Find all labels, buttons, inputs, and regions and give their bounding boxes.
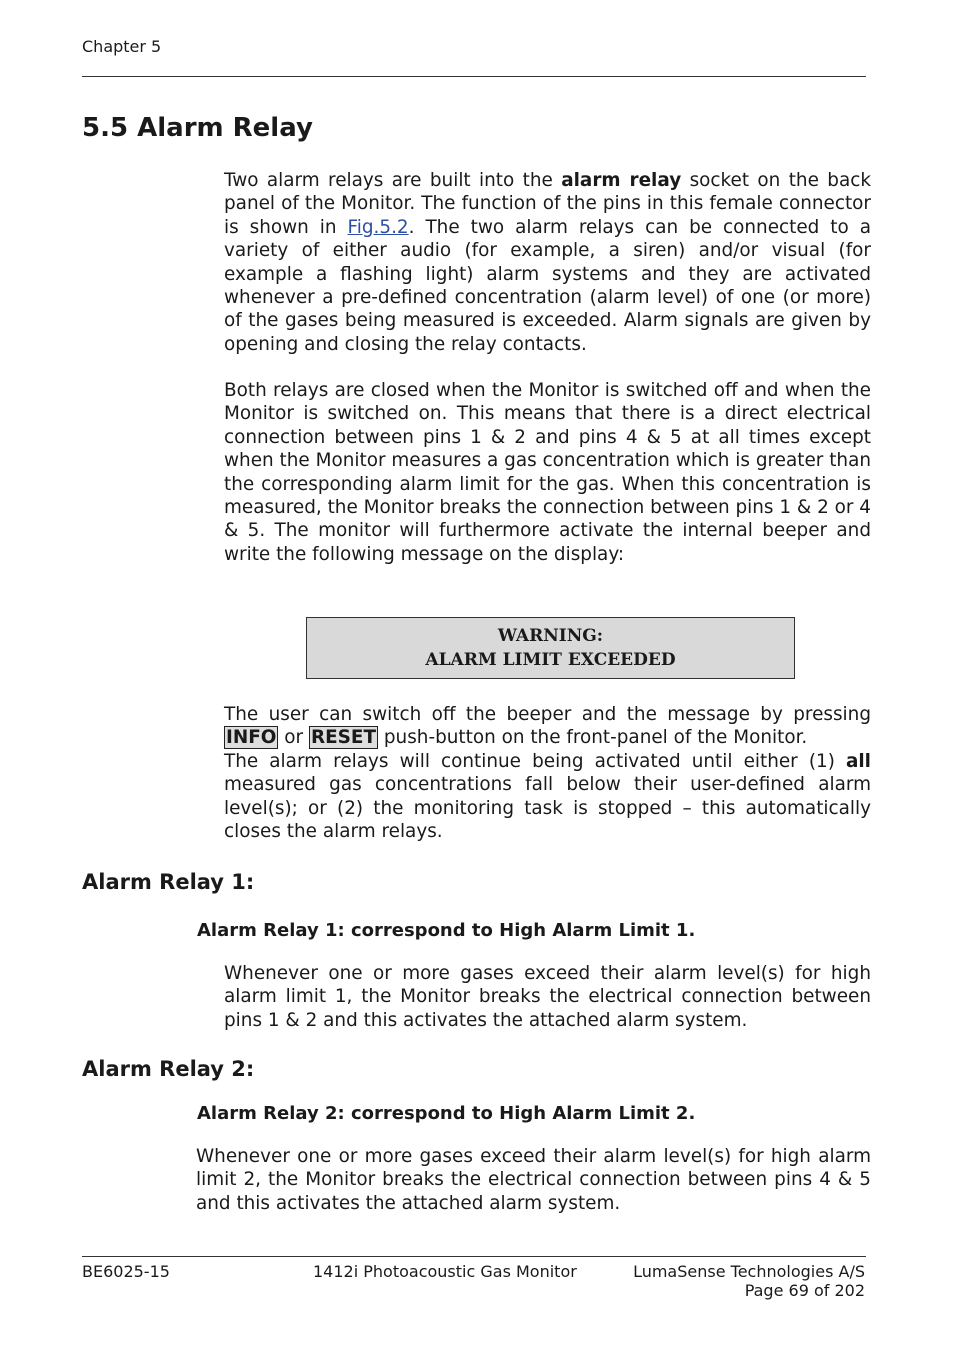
bold-term: alarm relay (561, 170, 682, 191)
figure-link[interactable]: Fig.5.2 (347, 216, 409, 238)
text-run: or (278, 727, 309, 749)
warning-message-box (306, 617, 795, 679)
relay1-heading: Alarm Relay 1: (82, 870, 255, 894)
footer-company-name: LumaSense Technologies A/S (633, 1262, 865, 1281)
relay1-subheading: Alarm Relay 1: correspond to High Alarm Limit 1. (197, 920, 696, 941)
section-title: 5.5 Alarm Relay (82, 113, 313, 143)
relay1-paragraph: Whenever one or more gases exceed their alarm level(s) for high alarm limit 1, the Monitor breaks the electrical connection between pins 1 & 2 and this activates the attached alarm system. (224, 963, 871, 1031)
chapter-label: Chapter 5 (82, 37, 162, 56)
footer-company (633, 1262, 865, 1300)
bold-term: all (845, 750, 871, 772)
footer-rule (82, 1256, 866, 1257)
relay2-paragraph: Whenever one or more gases exceed their alarm level(s) for high alarm limit 2, the Monitor breaks the electrical connection between pins 4 & 5 and this activates the attached alarm system. (196, 1146, 871, 1214)
intro-paragraph-1 (224, 169, 871, 356)
reset-key-label: RESET (310, 727, 377, 749)
header-rule (82, 76, 866, 77)
warning-line-1: WARNING: (497, 626, 604, 646)
relay2-subheading: Alarm Relay 2: correspond to High Alarm Limit 2. (197, 1103, 696, 1124)
text-run: The alarm relays will continue being activated until either (1) (224, 750, 846, 772)
text-run: socket on the back panel of the Monitor. The function of the pins in this female connector is shown in (224, 170, 871, 238)
intro-paragraph-2: Both relays are closed when the Monitor is switched off and when the Monitor is switched on. This means that there is a direct electrical connection between pins 1 & 2 and pins 4 & 5 at all times except when the Monitor measures a gas concentration which is greater than the corresponding alarm limit for the gas. When this concentration is measured, the Monitor breaks the connection between pins 1 & 2 or 4 & 5. The monitor will furthermore activate the internal beeper and write the following message on the display: (224, 380, 871, 565)
text-run: measured gas concentrations fall below their user-defined alarm level(s); or (2) the monitoring task is stopped – this automatically closes the alarm relays. (224, 774, 871, 843)
text-run: The user can switch off the beeper and the message by pressing (224, 704, 871, 725)
footer-page-number: Page 69 of 202 (744, 1281, 865, 1300)
after-warning-paragraph (224, 703, 871, 843)
text-run: Two alarm relays are built into the (224, 170, 562, 191)
footer-product: 1412i Photoacoustic Gas Monitor (313, 1262, 577, 1281)
footer-doc-id: BE6025-15 (82, 1262, 170, 1281)
warning-line-2: ALARM LIMIT EXCEEDED (425, 650, 676, 670)
text-run: push-button on the front-panel of the Monitor. (378, 727, 808, 749)
text-run: . The two alarm relays can be connected to a variety of either audio (for example, a siren) and/or visual (for example a flashing light) alarm systems and they are activated whenever a pre-defined concentration (alarm level) of one (or more) of the gases being measured is exceeded. Alarm signals are given by opening and closing the relay contacts. (224, 216, 871, 355)
relay2-heading: Alarm Relay 2: (82, 1057, 255, 1081)
info-key-label: INFO (226, 727, 277, 749)
